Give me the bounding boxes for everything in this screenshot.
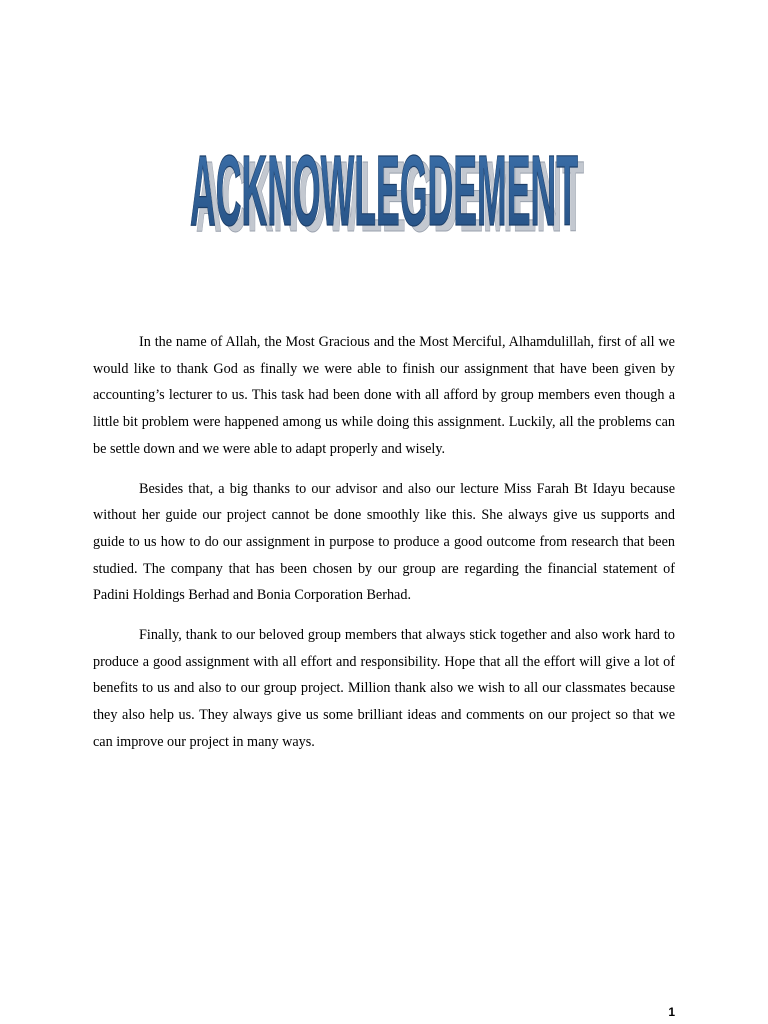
- paragraph-3: Finally, thank to our beloved group members that always stick together and also work hard to produce a good assignment with all effort and responsibility. Hope that all the effort will give a lot of benefits to us and also to our group project. Million thank also we wish to all our classmates because they also help us. They always give us some brilliant ideas and comments on our project so that we can improve our project in many ways.: [93, 627, 675, 750]
- acknowledgement-body: [93, 329, 675, 769]
- title-graphic: [184, 125, 584, 237]
- paragraph-2: Besides that, a big thanks to our advisor and also our lecture Miss Farah Bt Idayu because without her guide our project cannot be done smoothly like this. She always give us supports and guide to us how to do our assignment in purpose to produce a good outcome from research that been studied. The company that has been chosen by our group are regarding the financial statement of Padini Holdings Berhad and Bonia Corporation Berhad.: [93, 480, 675, 604]
- wordart-title: [184, 125, 584, 237]
- paragraph-1: In the name of Allah, the Most Gracious and the Most Merciful, Alhamdulillah, first of all we would like to thank God as finally we were able to finish our assignment that have been given by accounting’s lecturer to us. This task had been done with all afford by group members even though a little bit problem were happened among us while doing this assignment. Luckily, all the problems can be settle down and we were able to adapt properly and wisely.: [93, 334, 675, 457]
- title-shadow-text: ACKNOWLEGDEMENT: [196, 141, 584, 237]
- page-title: ACKNOWLEGDEMENT: [190, 135, 578, 237]
- page-number: 1: [668, 1005, 675, 1019]
